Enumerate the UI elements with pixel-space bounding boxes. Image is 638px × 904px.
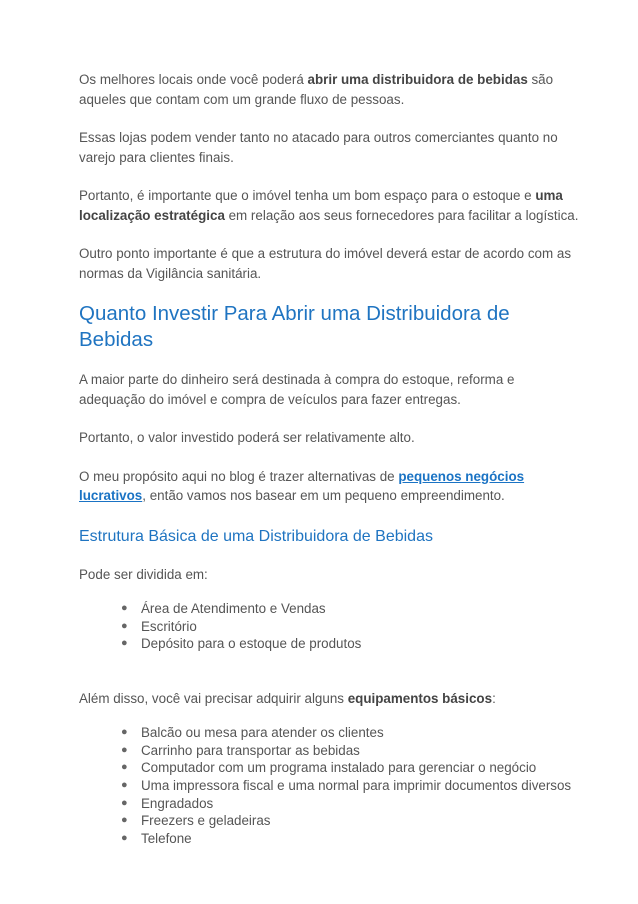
bullet-icon: ● <box>121 602 128 614</box>
text-span: , então vamos nos basear em um pequeno empreendimento. <box>142 488 505 503</box>
paragraph-portanto <box>79 186 579 225</box>
bullet-icon: ● <box>121 619 128 632</box>
bullet-icon: ● <box>121 796 128 809</box>
bullet-icon: ● <box>121 814 128 827</box>
list-item: ● Engradados <box>121 795 214 811</box>
pequenos-negocios-link[interactable]: pequenos negócios lucrativos <box>79 468 525 503</box>
heading-estrutura-basica: Estrutura Básica de uma Distribuidora de Bebidas <box>79 527 433 545</box>
estrutura-list <box>79 600 579 653</box>
paragraph-vigilancia: Outro ponto importante é que a estrutura do imóvel deverá estar de acordo com as normas da Vigilância sanitária. <box>79 246 572 281</box>
document-page <box>79 70 579 847</box>
bullet-icon: ● <box>121 637 128 650</box>
list-item: ● Balcão ou mesa para atender os clientes <box>121 725 384 741</box>
paragraph-equipamentos <box>79 689 579 709</box>
bold-phrase: abrir uma distribuidora de bebidas <box>307 72 528 87</box>
paragraph-dinheiro: A maior parte do dinheiro será destinada à compra do estoque, reforma e adequação do imóvel e compra de veículos para fazer entregas. <box>79 372 515 407</box>
paragraph-proposito <box>79 467 579 506</box>
paragraph-dividida: Pode ser dividida em: <box>79 566 208 582</box>
list-item: ● Área de Atendimento e Vendas <box>121 601 326 616</box>
heading-quanto-investir: Quanto Investir Para Abrir uma Distribuidora de Bebidas <box>79 302 510 351</box>
paragraph-locais <box>79 70 579 109</box>
text-span: O meu propósito aqui no blog é trazer alternativas de <box>79 468 399 484</box>
list-item: ● Depósito para o estoque de produtos <box>121 636 362 652</box>
text-span: : <box>492 690 496 706</box>
bullet-icon: ● <box>121 761 128 774</box>
bold-phrase: uma localização estratégica <box>79 188 563 223</box>
list-item: ● Escritório <box>121 618 197 634</box>
bullet-icon: ● <box>121 743 128 756</box>
bullet-icon: ● <box>121 779 128 792</box>
paragraph-lojas: Essas lojas podem vender tanto no atacado para outros comerciantes quanto no varejo para clientes finais. <box>79 130 558 165</box>
bold-phrase: equipamentos básicos <box>347 690 493 706</box>
text-span: Além disso, você vai precisar adquirir alguns <box>79 690 348 706</box>
list-item: ● Uma impressora fiscal e uma normal para imprimir documentos diversos <box>121 778 572 794</box>
bullet-icon: ● <box>121 831 128 844</box>
text-span: Portanto, é importante que o imóvel tenha um bom espaço para o estoque e <box>79 188 536 203</box>
list-item: ● Freezers e geladeiras <box>121 813 271 829</box>
list-item: ● Telefone <box>121 830 192 846</box>
bullet-icon: ● <box>121 726 128 739</box>
text-span: Os melhores locais onde você poderá <box>79 72 308 87</box>
equipamentos-list <box>79 724 579 847</box>
list-item: ● Computador com um programa instalado para gerenciar o negócio <box>121 760 537 776</box>
text-span: em relação aos seus fornecedores para facilitar a logística. <box>224 207 579 223</box>
paragraph-valor: Portanto, o valor investido poderá ser relativamente alto. <box>79 430 415 445</box>
text-span: são aqueles que contam com um grande fluxo de pessoas. <box>79 72 554 107</box>
list-item: ● Carrinho para transportar as bebidas <box>121 742 360 758</box>
